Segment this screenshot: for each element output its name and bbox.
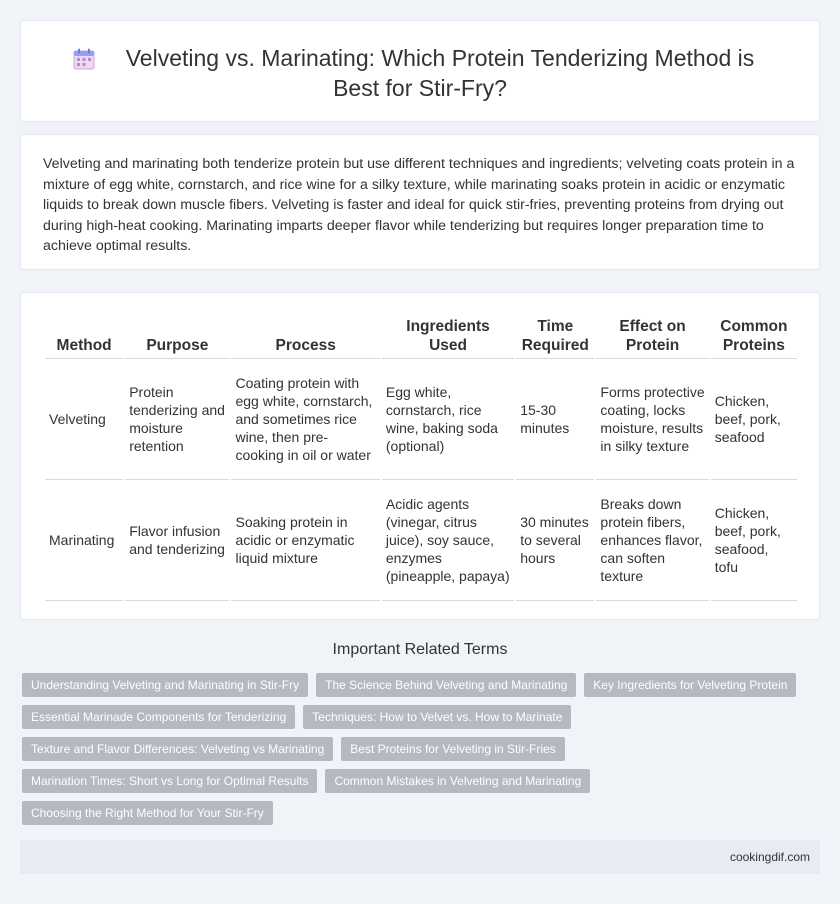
table-header-cell: Common Proteins — [711, 311, 797, 359]
footer-site-link[interactable]: cookingdif.com — [729, 850, 810, 864]
table-header-cell: Purpose — [125, 311, 229, 359]
page-title-line-2: Best for Stir-Fry? — [333, 75, 507, 101]
related-term-tag[interactable]: Best Proteins for Velveting in Stir-Fries — [341, 737, 564, 761]
table-header-cell: Ingredients Used — [382, 311, 514, 359]
table-cell: Chicken, beef, pork, seafood, tofu — [711, 480, 797, 601]
related-term-tag[interactable]: Common Mistakes in Velveting and Marinating — [325, 769, 590, 793]
table-row — [45, 359, 797, 480]
table-cell: Chicken, beef, pork, seafood — [711, 359, 797, 480]
related-term-tag[interactable]: Choosing the Right Method for Your Stir-Fry — [22, 801, 273, 825]
table-cell: Velveting — [45, 359, 123, 480]
table-cell: Coating protein with egg white, cornstarch, and sometimes rice wine, then pre-cooking in oil or water — [231, 359, 379, 480]
page-title-line-1: Velveting vs. Marinating: Which Protein Tenderizing Method is — [125, 45, 755, 71]
related-term-tag[interactable]: The Science Behind Velveting and Marinating — [316, 673, 576, 697]
related-term-tag[interactable]: Texture and Flavor Differences: Velveting vs Marinating — [22, 737, 333, 761]
related-terms-title: Important Related Terms — [332, 641, 508, 658]
table-header-cell: Method — [45, 311, 123, 359]
table-header-cell: Time Required — [516, 311, 594, 359]
table-header-cell: Effect on Protein — [596, 311, 708, 359]
table-cell: 15-30 minutes — [516, 359, 594, 480]
related-term-tag[interactable]: Techniques: How to Velvet vs. How to Marinate — [303, 705, 571, 729]
comparison-table-card — [20, 292, 820, 620]
related-term-tag[interactable]: Essential Marinade Components for Tenderizing — [22, 705, 295, 729]
related-term-tag[interactable]: Marination Times: Short vs Long for Optimal Results — [22, 769, 317, 793]
table-cell: Marinating — [45, 480, 123, 601]
table-cell: Soaking protein in acidic or enzymatic liquid mixture — [231, 480, 379, 601]
summary-text: Velveting and marinating both tenderize protein but use different techniques and ingredients; velveting coats protein in a mixture of egg white, cornstarch, and rice wine for a silky texture, while marinating soaks protein in acidic or enzymatic liquids to break down muscle fibers. Velveting is faster and ideal for quick stir-fries, preventing proteins from drying out during high-heat cooking. Marinating imparts deeper flavor while tenderizing but requires longer preparation time to achieve optimal results. — [43, 156, 795, 254]
table-header-row — [45, 311, 797, 359]
summary-card — [20, 134, 820, 270]
related-term-tag[interactable]: Understanding Velveting and Marinating in Stir-Fry — [22, 673, 308, 697]
table-cell: Flavor infusion and tenderizing — [125, 480, 229, 601]
related-term-tag[interactable]: Key Ingredients for Velveting Protein — [584, 673, 796, 697]
table-cell: Forms protective coating, locks moisture, results in silky texture — [596, 359, 708, 480]
footer — [20, 840, 820, 874]
page-title — [21, 43, 819, 103]
header-card — [20, 20, 820, 122]
table-cell: Acidic agents (vinegar, citrus juice), soy sauce, enzymes (pineapple, papaya) — [382, 480, 514, 601]
related-terms-tags — [22, 673, 822, 833]
table-cell: Breaks down protein fibers, enhances flavor, can soften texture — [596, 480, 708, 601]
table-cell: 30 minutes to several hours — [516, 480, 594, 601]
table-header-cell: Process — [231, 311, 379, 359]
table-cell: Egg white, cornstarch, rice wine, baking soda (optional) — [382, 359, 514, 480]
comparison-table — [43, 311, 799, 601]
table-row — [45, 480, 797, 601]
table-cell: Protein tenderizing and moisture retention — [125, 359, 229, 480]
